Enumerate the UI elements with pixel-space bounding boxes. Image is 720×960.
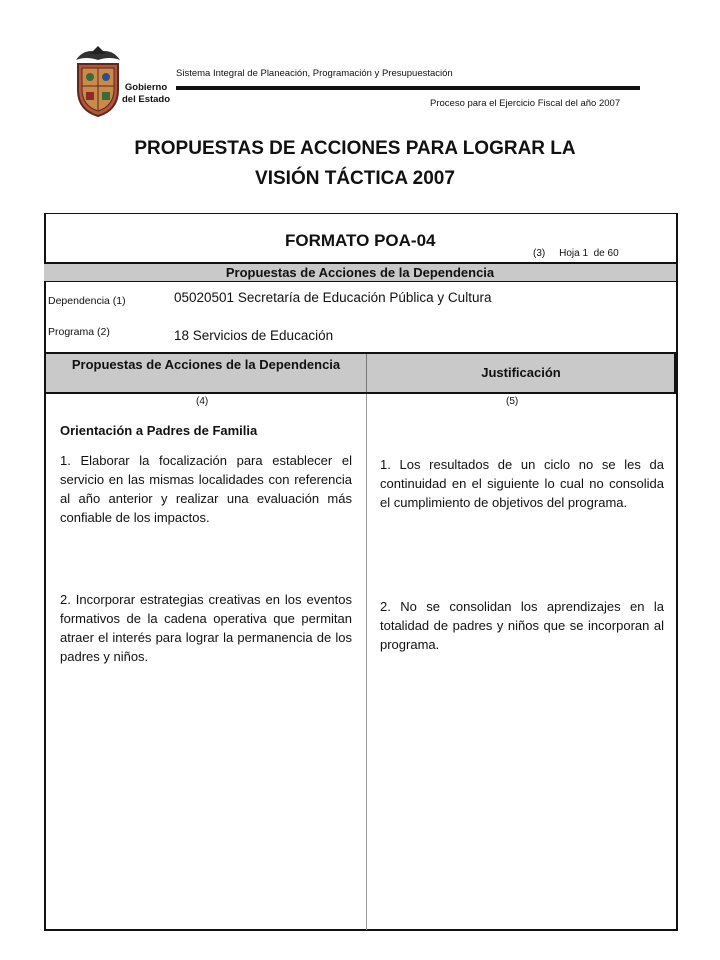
actions-column-header: Propuestas de Acciones de la Dependencia	[71, 357, 341, 372]
page-title-line-2: VISIÓN TÁCTICA 2007	[255, 168, 455, 189]
column-divider	[366, 394, 367, 930]
column-header-divider	[366, 354, 367, 392]
page-counter-total: 60	[607, 248, 619, 259]
justification-item-2: 2. No se consolidan los aprendizajes en la totalidad de padres y niños que se incorporan al programa.	[380, 599, 664, 652]
page-counter	[533, 248, 619, 259]
dependencia-label: Dependencia (1)	[48, 295, 126, 307]
action-item-2: 2. Incorporar estrategias creativas en los eventos formativos de la cadena operativa que permitan atraer el interés para lograr la permanencia de los padres y niños.	[60, 592, 352, 664]
form-code: FORMATO POA-04	[285, 231, 436, 250]
justification-column-number: (5)	[506, 396, 519, 407]
page-title-line-1: PROPUESTAS DE ACCIONES PARA LOGRAR LA	[134, 138, 576, 159]
action-section-title: Orientación a Padres de Familia	[60, 423, 258, 438]
justification-column-header: Justificación	[481, 365, 561, 380]
programa-value: 18 Servicios de Educación	[174, 328, 334, 343]
section-band: Propuestas de Acciones de la Dependencia	[44, 262, 676, 282]
gov-line-1: Gobierno	[124, 82, 168, 93]
page-counter-of: de	[593, 248, 605, 259]
column-header-band	[44, 352, 676, 394]
form-frame	[44, 213, 678, 931]
action-item-1: 1. Elaborar la focalización para establecer el servicio en las mismas localidades con referencia al año anterior y realizar una evaluación más confiable de los impactos.	[60, 453, 352, 525]
page-counter-ref: (3)	[533, 248, 546, 259]
header-rule	[176, 86, 640, 90]
programa-label: Programa (2)	[48, 326, 110, 338]
process-name: Proceso para el Ejercicio Fiscal del año 2007	[430, 98, 621, 109]
gov-line-2: del Estado	[122, 94, 171, 105]
actions-column-number: (4)	[196, 396, 209, 407]
system-name: Sistema Integral de Planeación, Programación y Presupuestación	[176, 68, 453, 79]
dependencia-value: 05020501 Secretaría de Educación Pública y Cultura	[174, 290, 492, 305]
justification-item-1: 1. Los resultados de un ciclo no se les da continuidad en el siguiente lo cual no consolida el cumplimiento de objetivos del programa.	[380, 457, 664, 510]
page-counter-label: Hoja	[559, 248, 580, 259]
page-counter-number: 1	[582, 248, 589, 259]
government-label	[122, 82, 170, 106]
state-coat-of-arms-logo	[70, 44, 126, 118]
